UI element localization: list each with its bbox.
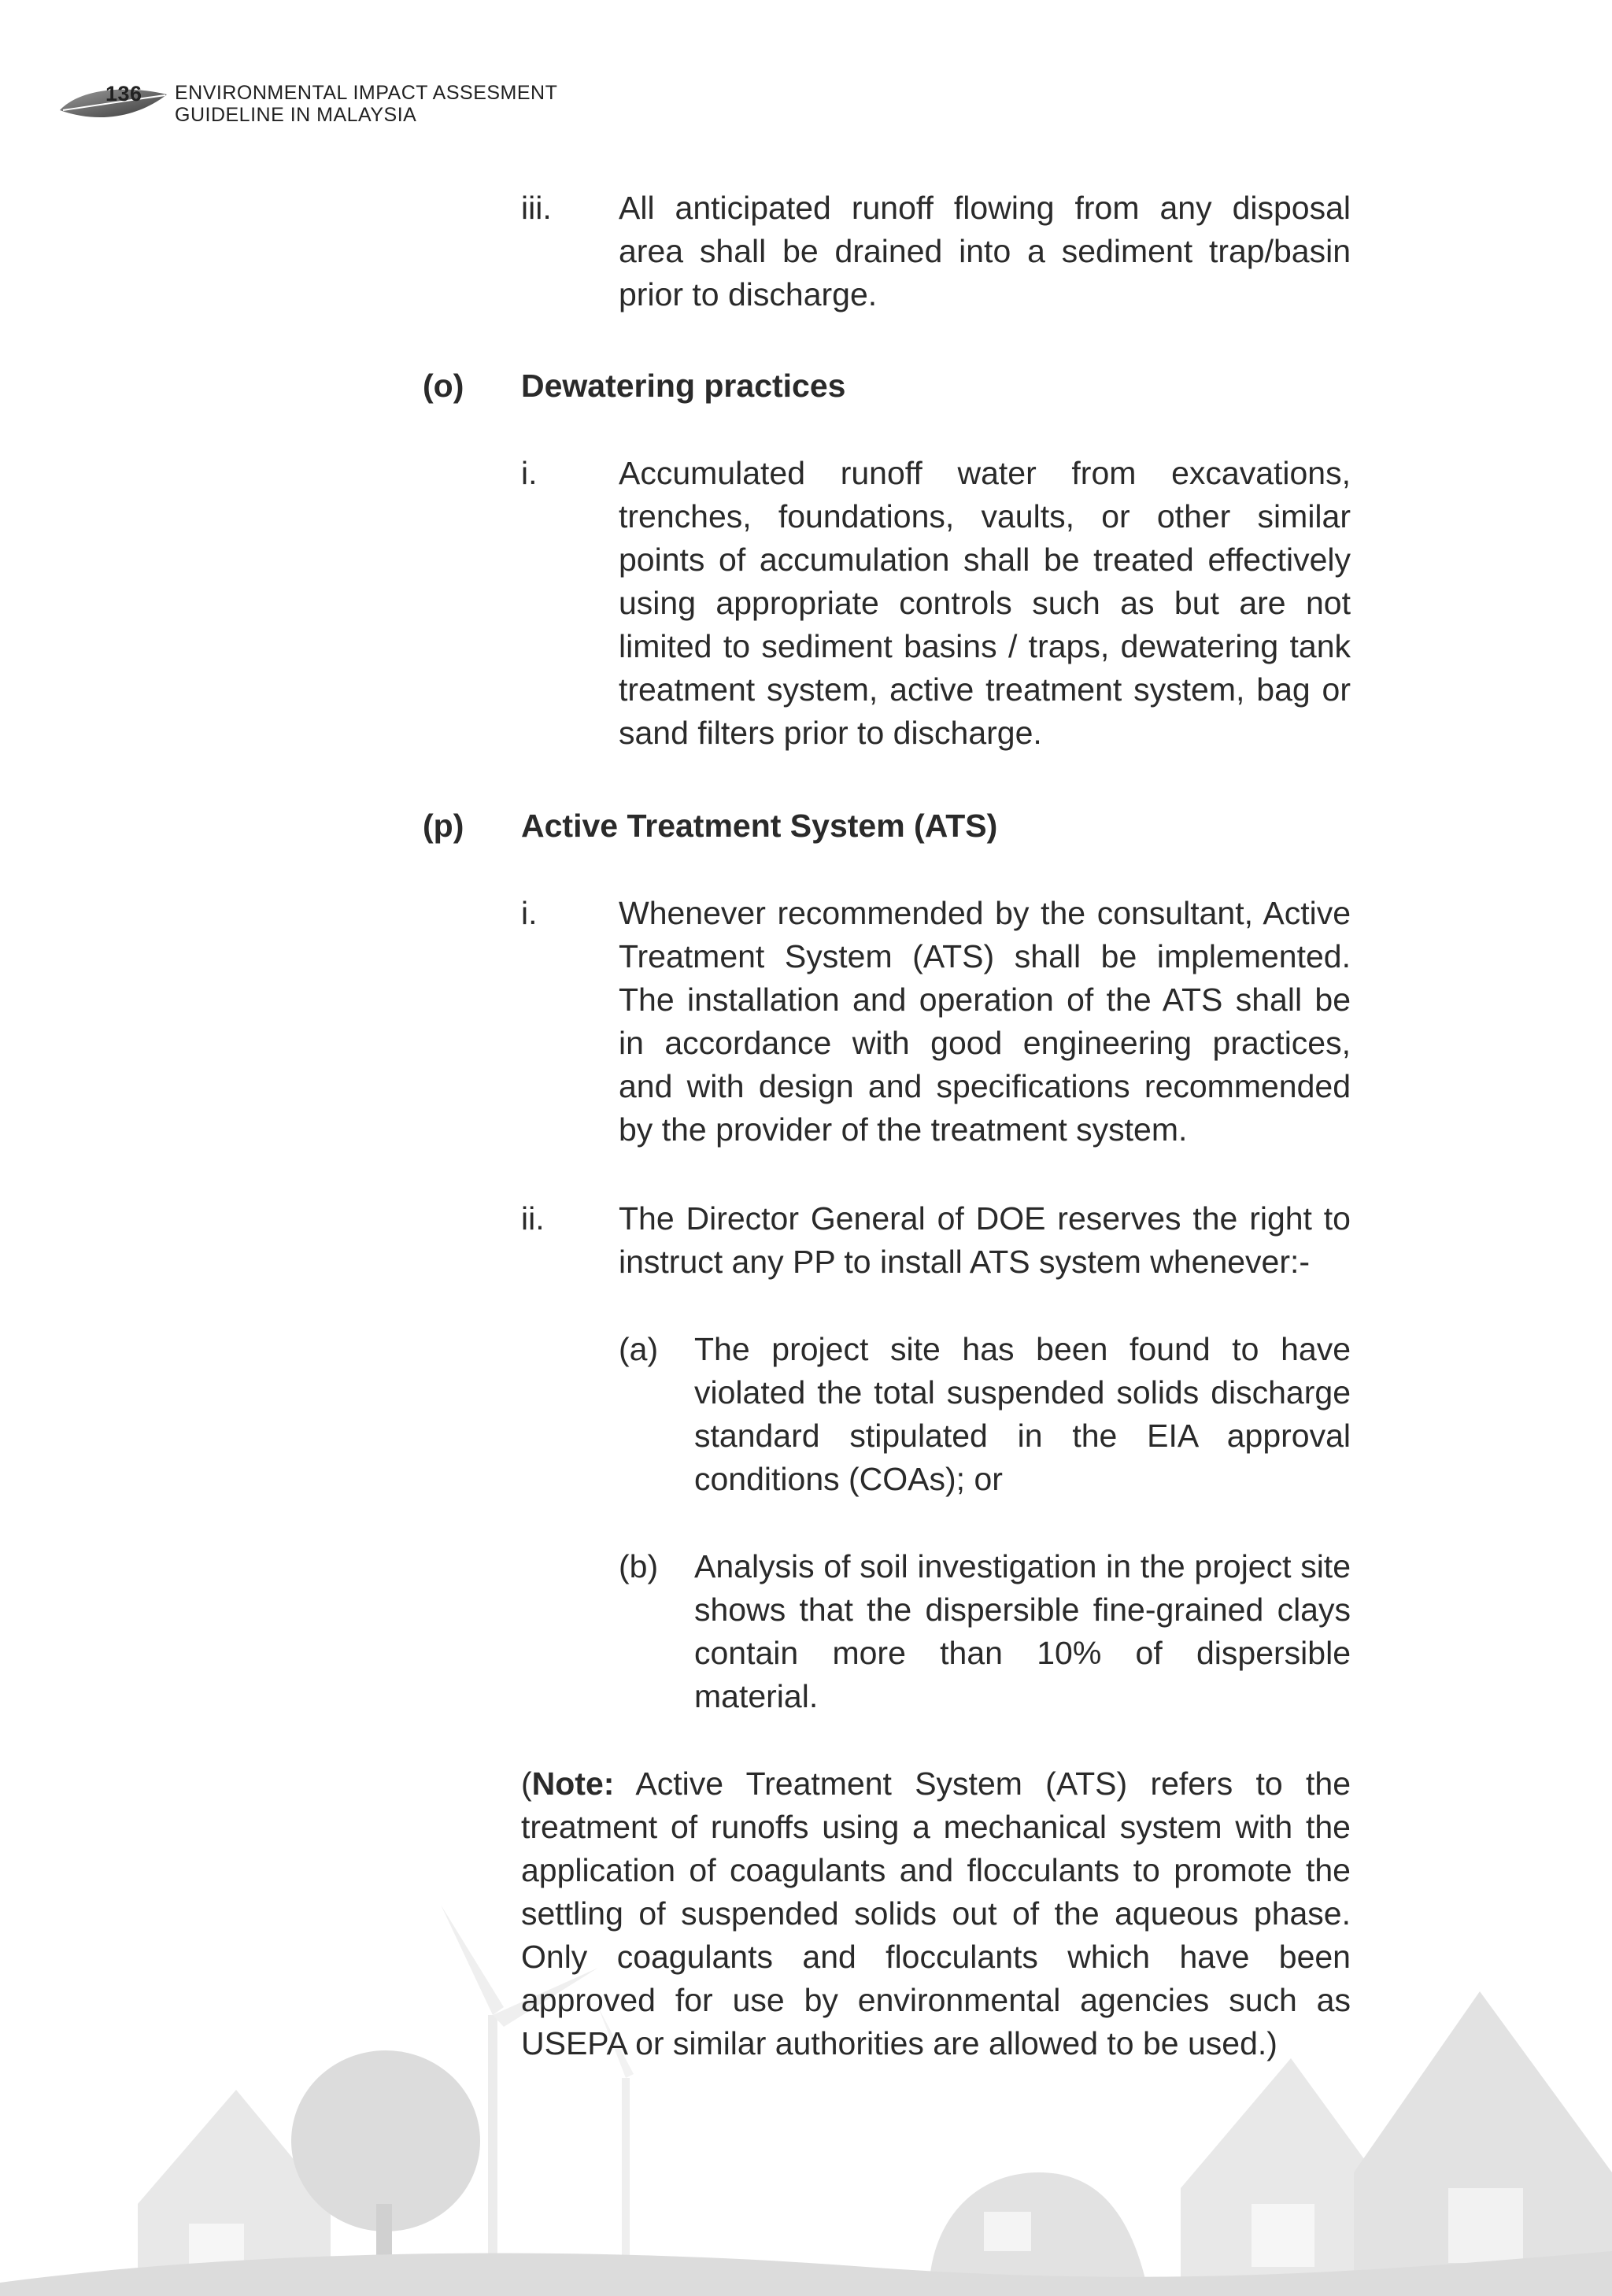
section-marker: (p) [423, 808, 464, 844]
paragraph: Analysis of soil investigation in the project site shows that the dispersible fine-grained clays contain more than 10% of dispersible material. [694, 1548, 1351, 1714]
section-title: Active Treatment System (ATS) [521, 808, 998, 844]
paragraph: The project site has been found to have violated the total suspended solids discharge standard stipulated in the EIA approval conditions (COAs); or [694, 1331, 1351, 1497]
paragraph: The Director General of DOE reserves the right to instruct any PP to install ATS system whenever:- [619, 1200, 1351, 1280]
paragraph: All anticipated runoff flowing from any disposal area shall be drained into a sediment trap/basin prior to discharge. [619, 190, 1351, 312]
note-open-paren: ( [521, 1765, 532, 1802]
note-label: Note: [531, 1765, 615, 1802]
list-marker: i. [521, 895, 538, 931]
page-number: 136 [105, 82, 142, 105]
page-header [57, 79, 655, 134]
note-body: Active Treatment System (ATS) refers to the treatment of runoffs using a mechanical system with the application of coagulants and flocculants to promote the settling of suspended solids out of the aqueous phase. Only coagulants and flocculants which have been approved for use by environmental agencies such as USEPA or similar authorities are allowed to be used.) [521, 1765, 1351, 2061]
document-title [175, 82, 557, 126]
paragraph: Whenever recommended by the consultant, Active Treatment System (ATS) shall be implemented. The installation and operation of the ATS shall be in accordance with good engineering practices, and with design and specifications recommended by the provider of the treatment system. [619, 895, 1351, 1148]
list-marker: iii. [521, 190, 552, 226]
section-marker: (o) [423, 368, 464, 404]
sub-marker: (b) [619, 1548, 659, 1584]
section-title: Dewatering practices [521, 368, 846, 404]
sub-marker: (a) [619, 1331, 659, 1367]
note-text [521, 1762, 1351, 2065]
document-title-line2: GUIDELINE IN MALAYSIA [175, 104, 417, 126]
paragraph: Accumulated runoff water from excavations, trenches, foundations, vaults, or other similar points of accumulation shall be treated effectively using appropriate controls such as but are not limited to sediment basins / traps, dewatering tank treatment system, active treatment system, bag or sand filters prior to discharge. [619, 455, 1351, 751]
list-marker: i. [521, 455, 538, 491]
list-marker: ii. [521, 1200, 545, 1237]
document-title-line1: ENVIRONMENTAL IMPACT ASSESMENT [175, 82, 558, 104]
